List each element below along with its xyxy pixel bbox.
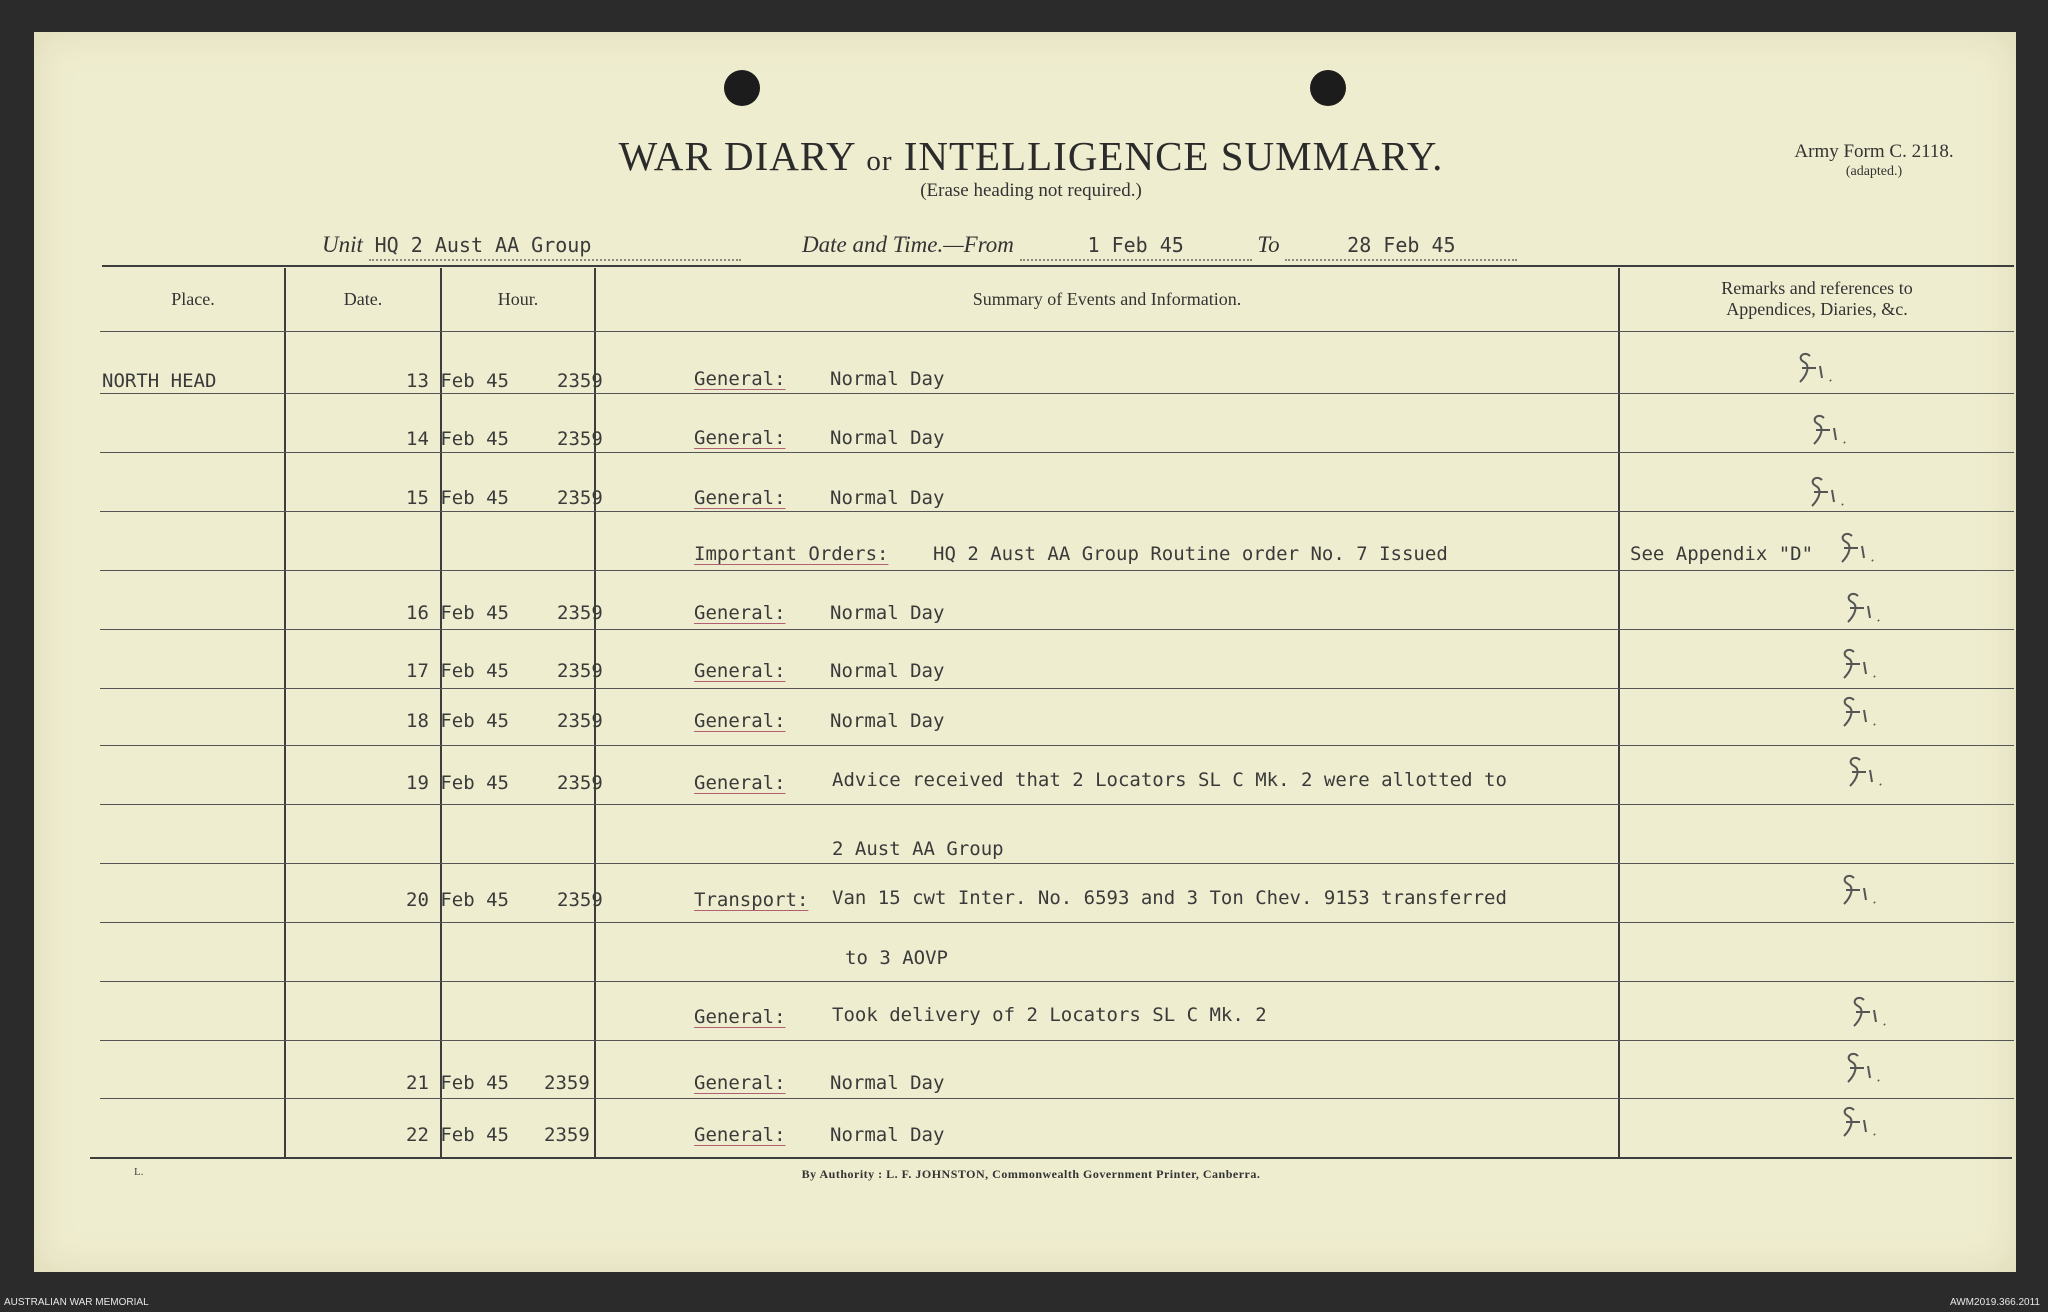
hour-cell: 2359 xyxy=(557,602,603,624)
row-rule xyxy=(100,688,2014,689)
date-time-label: Date and Time.—From xyxy=(802,232,1014,257)
initials-mark xyxy=(1834,692,1894,730)
unit-value: HQ 2 Aust AA Group xyxy=(369,233,741,261)
entry-text: Took delivery of 2 Locators SL C Mk. 2 xyxy=(832,1004,1267,1026)
initials-mark xyxy=(1834,870,1894,908)
row-rule xyxy=(100,452,2014,453)
date-cell: 16 Feb 45 xyxy=(406,602,509,624)
archive-reference: AWM2019.366.2011 xyxy=(1949,1297,2040,1308)
footer-mark: L. xyxy=(134,1166,144,1178)
entry-text: Normal Day xyxy=(830,1072,945,1094)
hour-cell: 2359 xyxy=(557,487,603,509)
entry-label: General: xyxy=(694,710,786,732)
row-rule xyxy=(100,393,2014,394)
row-rule xyxy=(100,922,2014,923)
entry-text: Normal Day xyxy=(830,368,945,390)
row-rule xyxy=(100,570,2014,571)
date-cell: 22 Feb 45 xyxy=(406,1124,509,1146)
date-cell: 15 Feb 45 xyxy=(406,487,509,509)
entry-text: HQ 2 Aust AA Group Routine order No. 7 Issued xyxy=(933,543,1448,565)
date-cell: 20 Feb 45 xyxy=(406,889,509,911)
diary-sheet xyxy=(34,32,2016,1272)
entry-label: Important Orders: xyxy=(694,543,889,565)
entry-label: General: xyxy=(694,427,786,449)
title-or: or xyxy=(866,145,893,177)
remark-cell: See Appendix "D" xyxy=(1630,543,1814,565)
to-label: To xyxy=(1257,232,1280,257)
entry-text: Normal Day xyxy=(830,602,945,624)
row-rule xyxy=(100,1040,2014,1041)
row-rule xyxy=(100,629,2014,630)
header-remarks-line: Remarks and references to xyxy=(1721,278,1913,298)
row-rule xyxy=(100,511,2014,512)
entry-text: 2 Aust AA Group xyxy=(832,838,1004,860)
initials-mark xyxy=(1838,588,1898,626)
entry-label: General: xyxy=(694,772,786,794)
entry-text: Normal Day xyxy=(830,710,945,732)
date-cell: 17 Feb 45 xyxy=(406,660,509,682)
unit-line xyxy=(322,232,741,261)
entry-label: General: xyxy=(694,368,786,390)
entry-label: General: xyxy=(694,660,786,682)
header-remarks xyxy=(1620,278,2014,320)
row-rule xyxy=(100,804,2014,805)
title-part: WAR DIARY xyxy=(618,133,856,179)
row-rule xyxy=(100,863,2014,864)
entry-text: Normal Day xyxy=(830,1124,945,1146)
army-form-number xyxy=(1744,142,2004,182)
entry-label: Transport: xyxy=(694,889,809,911)
hour-cell: 2359 xyxy=(557,660,603,682)
army-form-label: Army Form C. 2118. xyxy=(1794,141,1954,162)
column-divider xyxy=(1618,268,1620,1157)
form-subtitle: (Erase heading not required.) xyxy=(920,180,1142,201)
form-title xyxy=(34,132,2028,180)
initials-mark xyxy=(1834,644,1894,682)
hour-cell: 2359 xyxy=(557,889,603,911)
initials-mark xyxy=(1840,752,1900,790)
date-range-line xyxy=(802,232,1517,261)
initials-mark xyxy=(1790,348,1850,386)
entry-text: Normal Day xyxy=(830,427,945,449)
entry-text: Advice received that 2 Locators SL C Mk. 2 were allotted to xyxy=(832,769,1507,791)
entry-label: General: xyxy=(694,1072,786,1094)
table-bottom-rule xyxy=(90,1157,2012,1159)
initials-mark xyxy=(1804,410,1864,448)
punch-hole xyxy=(1310,70,1346,106)
initials-mark xyxy=(1838,1048,1898,1086)
unit-label: Unit xyxy=(322,232,363,257)
place-cell: NORTH HEAD xyxy=(102,370,217,392)
from-value: 1 Feb 45 xyxy=(1020,233,1252,261)
date-cell: 14 Feb 45 xyxy=(406,428,509,450)
hour-cell: 2359 xyxy=(557,428,603,450)
table-top-rule xyxy=(102,265,2014,267)
column-divider xyxy=(284,268,286,1157)
hour-cell: 2359 xyxy=(557,370,603,392)
date-cell: 18 Feb 45 xyxy=(406,710,509,732)
title-part: INTELLIGENCE SUMMARY. xyxy=(903,133,1444,179)
hour-cell: 2359 xyxy=(544,1072,590,1094)
initials-mark xyxy=(1832,528,1892,566)
date-cell: 13 Feb 45 xyxy=(406,370,509,392)
hour-cell: 2359 xyxy=(557,710,603,732)
date-cell: 19 Feb 45 xyxy=(406,772,509,794)
hour-cell: 2359 xyxy=(557,772,603,794)
entry-label: General: xyxy=(694,487,786,509)
header-date: Date. xyxy=(343,289,383,309)
header-place: Place. xyxy=(171,289,215,309)
entry-text: to 3 AOVP xyxy=(845,947,948,969)
row-rule xyxy=(100,745,2014,746)
header-remarks-line: Appendices, Diaries, &c. xyxy=(1726,299,1908,319)
initials-mark xyxy=(1834,1102,1894,1140)
header-hour: Hour. xyxy=(497,289,539,309)
entry-text: Van 15 cwt Inter. No. 6593 and 3 Ton Chev. 9153 transferred xyxy=(832,887,1507,909)
row-rule xyxy=(100,981,2014,982)
printer-authority: By Authority : L. F. JOHNSTON, Commonwealth Government Printer, Canberra. xyxy=(801,1167,1261,1181)
entry-text: Normal Day xyxy=(830,487,945,509)
row-rule xyxy=(100,1098,2014,1099)
entry-label: General: xyxy=(694,1124,786,1146)
header-summary: Summary of Events and Information. xyxy=(972,289,1242,309)
row-rule xyxy=(100,331,2014,332)
entry-label: General: xyxy=(694,1006,786,1028)
punch-hole xyxy=(724,70,760,106)
initials-mark xyxy=(1802,472,1862,510)
date-cell: 21 Feb 45 xyxy=(406,1072,509,1094)
to-value: 28 Feb 45 xyxy=(1285,233,1517,261)
adapted-label: (adapted.) xyxy=(1845,164,1903,179)
initials-mark xyxy=(1844,992,1904,1030)
hour-cell: 2359 xyxy=(544,1124,590,1146)
entry-label: General: xyxy=(694,602,786,624)
entry-text: Normal Day xyxy=(830,660,945,682)
archive-credit: AUSTRALIAN WAR MEMORIAL xyxy=(4,1297,149,1308)
